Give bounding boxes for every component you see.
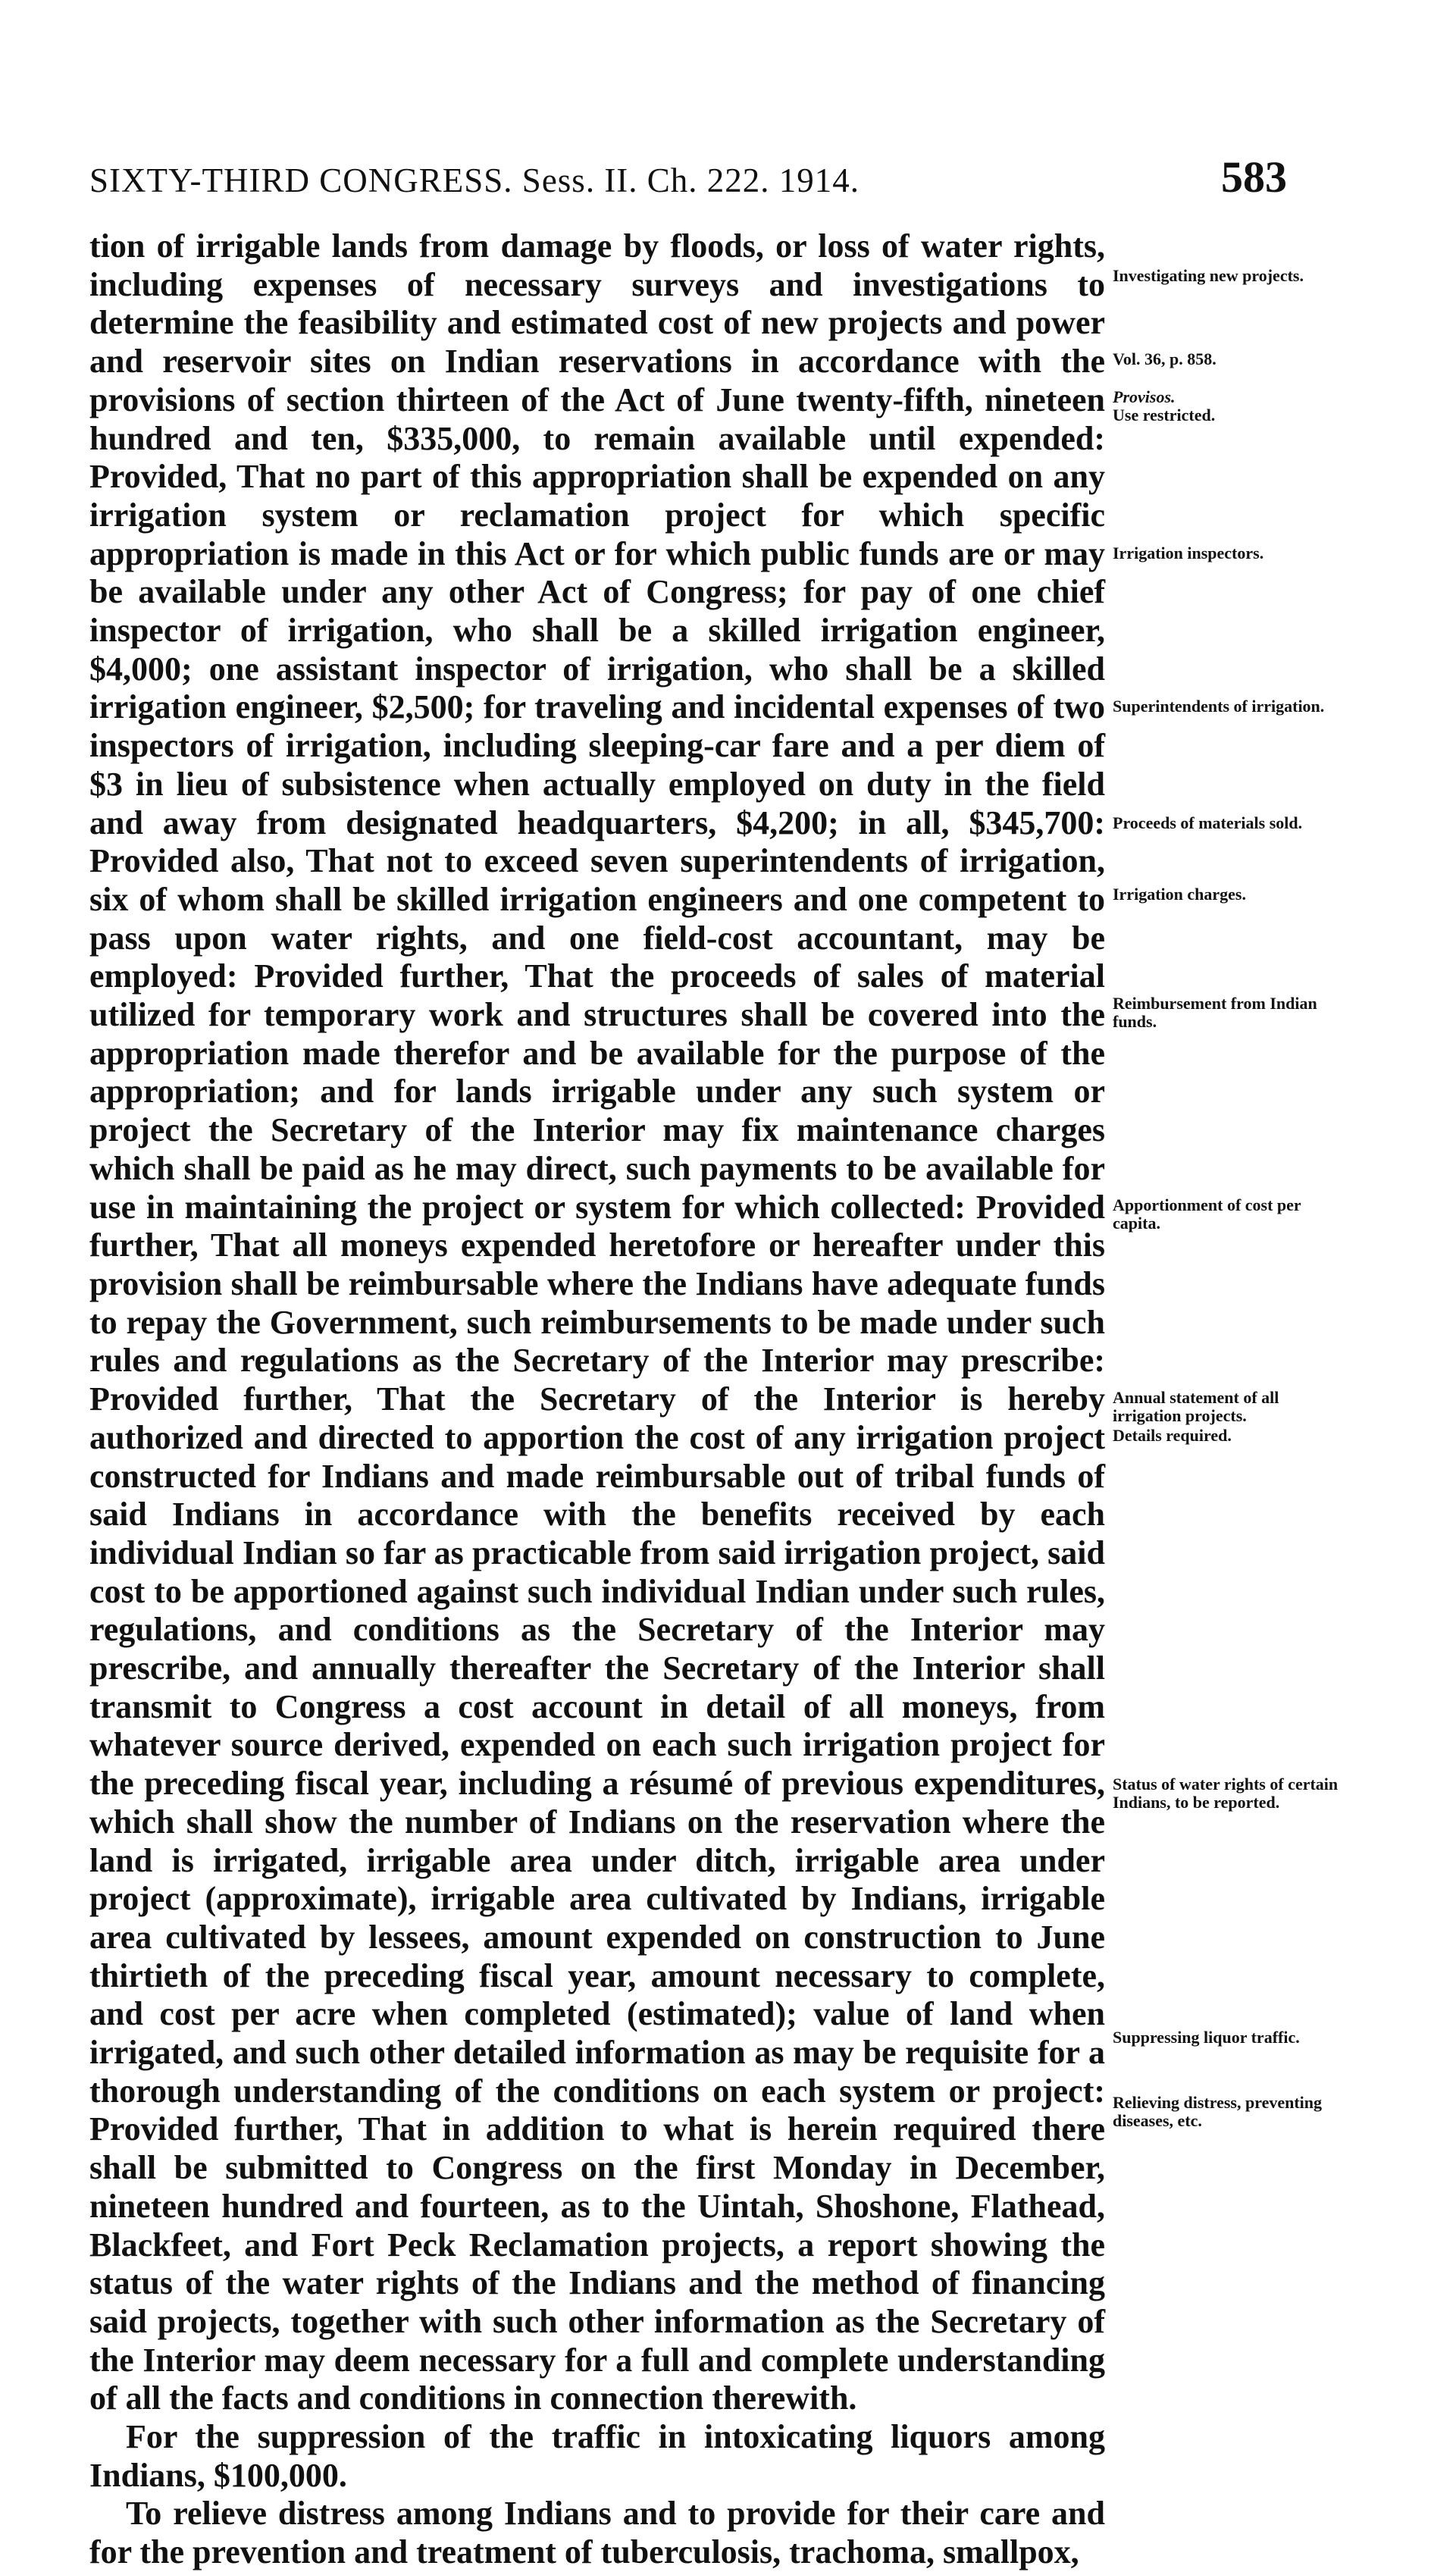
paragraph-liquor-traffic: For the suppression of the traffic in intoxicating liquors among Indians, $100,000.: [89, 2418, 1105, 2494]
running-head: SIXTY-THIRD CONGRESS. Sess. II. Ch. 222. 1914.: [89, 161, 860, 199]
body-text: [89, 227, 1105, 2572]
running-header: [89, 152, 1287, 212]
paragraph-irrigation: tion of irrigable lands from damage by floods, or loss of water rights, including expenses of necessary surveys and investigations to determine the feasibility and estimated cost of new projects and power and reservoir sites on Indian reservations in accordance with the provisions of section thirteen of the Act of June twenty-fifth, nineteen hundred and ten, $335,000, to remain available until expended: Provided, That no part of this appropriation shall be expended on any irrigation system or reclamation project for which specific appropriation is made in this Act or for which public funds are or may be available under any other Act of Congress; for pay of one chief inspector of irrigation, who shall be a skilled irrigation engineer, $4,000; one assistant inspector of irrigation, who shall be a skilled irrigation engineer, $2,500; for traveling and incidental expenses of two inspectors of irrigation, including sleeping-car fare and a per diem of $3 in lieu of subsistence when actually employed on duty in the field and away from designated headquarters, $4,200; in all, $345,700: Provided also, That not to exceed seven superintendents of irrigation, six of whom shall be skilled irrigation engineers and one competent to pass upon water rights, and one field-cost accountant, may be employed: Provided further, That the proceeds of sales of material utilized for temporary work and structures shall be covered into the appropriation made therefor and be available for the purpose of the appropriation; and for lands irrigable under any such system or project the Secretary of the Interior may fix maintenance charges which shall be paid as he may direct, such payments to be available for use in maintaining the project or system for which collected: Provided further, That all moneys expended heretofore or hereafter under this provision shall be reimbursable where the Indians have adequate funds to repay the Government, such reimbursements to be made under such rules and regulations as the Secretary of the Interior may prescribe: Provided further, That the Secretary of the Interior is hereby authorized and directed to apportion the cost of any irrigation project constructed for Indians and made reimbursable out of tribal funds of said Indians in accordance with the benefits received by each individual Indian so far as practicable from said irrigation project, said cost to be apportioned against such individual Indian under such rules, regulations, and conditions as the Secretary of the Interior may prescribe, and annually thereafter the Secretary of the Interior shall transmit to Congress a cost account in detail of all moneys, from whatever source derived, expended on each such irrigation project for the preceding fiscal year, including a résumé of previous expenditures, which shall show the number of Indians on the reservation where the land is irrigated, irrigable area under ditch, irrigable area under project (approximate), irrigable area cultivated by Indians, irrigable area cultivated by lessees, amount expended on construction to June thirtieth of the preceding fiscal year, amount necessary to complete, and cost per acre when completed (estimated); value of land when irrigated, and such other detailed information as may be requisite for a thorough understanding of the conditions on each system or project: Provided further, That in addition to what is herein required there shall be submitted to Congress on the first Monday in December, nineteen hundred and fourteen, as to the Uintah, Shoshone, Flathead, Blackfeet, and Fort Peck Reclamation projects, a report showing the status of the water rights of the Indians and the method of financing said projects, together with such other information as the Secretary of the Interior may deem necessary for a full and complete understanding of all the facts and conditions in connection therewith.: [89, 227, 1105, 2417]
margin-note-annual-statement: Annual statement of all irrigation projects.: [1113, 1388, 1279, 1425]
margin-note-superintendents: Superintendents of irrigation.: [1113, 697, 1325, 716]
margin-note-proceeds: Proceeds of materials sold.: [1113, 813, 1303, 832]
margin-note-apportionment: Apportionment of cost per capita.: [1113, 1195, 1301, 1233]
margin-note-water-rights: Status of water rights of certain Indians, to be reported.: [1113, 1775, 1339, 1812]
paragraph-relieve-distress: To relieve distress among Indians and to provide for their care and for the prevention and treatment of tuberculosis, trachoma, smallpox,: [89, 2495, 1105, 2571]
margin-note-reimbursement: Reimbursement from Indian funds.: [1113, 994, 1317, 1031]
margin-note-use-restricted: Use restricted.: [1113, 406, 1216, 424]
margin-note-details: Details required.: [1113, 1426, 1232, 1445]
margin-note-relieving: Relieving distress, preventing diseases, etc.: [1113, 2093, 1323, 2130]
margin-note-liquor: Suppressing liquor traffic.: [1113, 2028, 1300, 2047]
margin-note-inspectors: Irrigation inspectors.: [1113, 544, 1264, 562]
margin-note-provisos: Provisos.: [1113, 387, 1176, 406]
margin-note-vol-ref: Vol. 36, p. 858.: [1113, 349, 1216, 368]
margin-note-irrigation-charges: Irrigation charges.: [1113, 885, 1246, 904]
margin-note-investigating: Investigating new projects.: [1113, 266, 1304, 285]
page-number: 583: [1221, 152, 1287, 202]
